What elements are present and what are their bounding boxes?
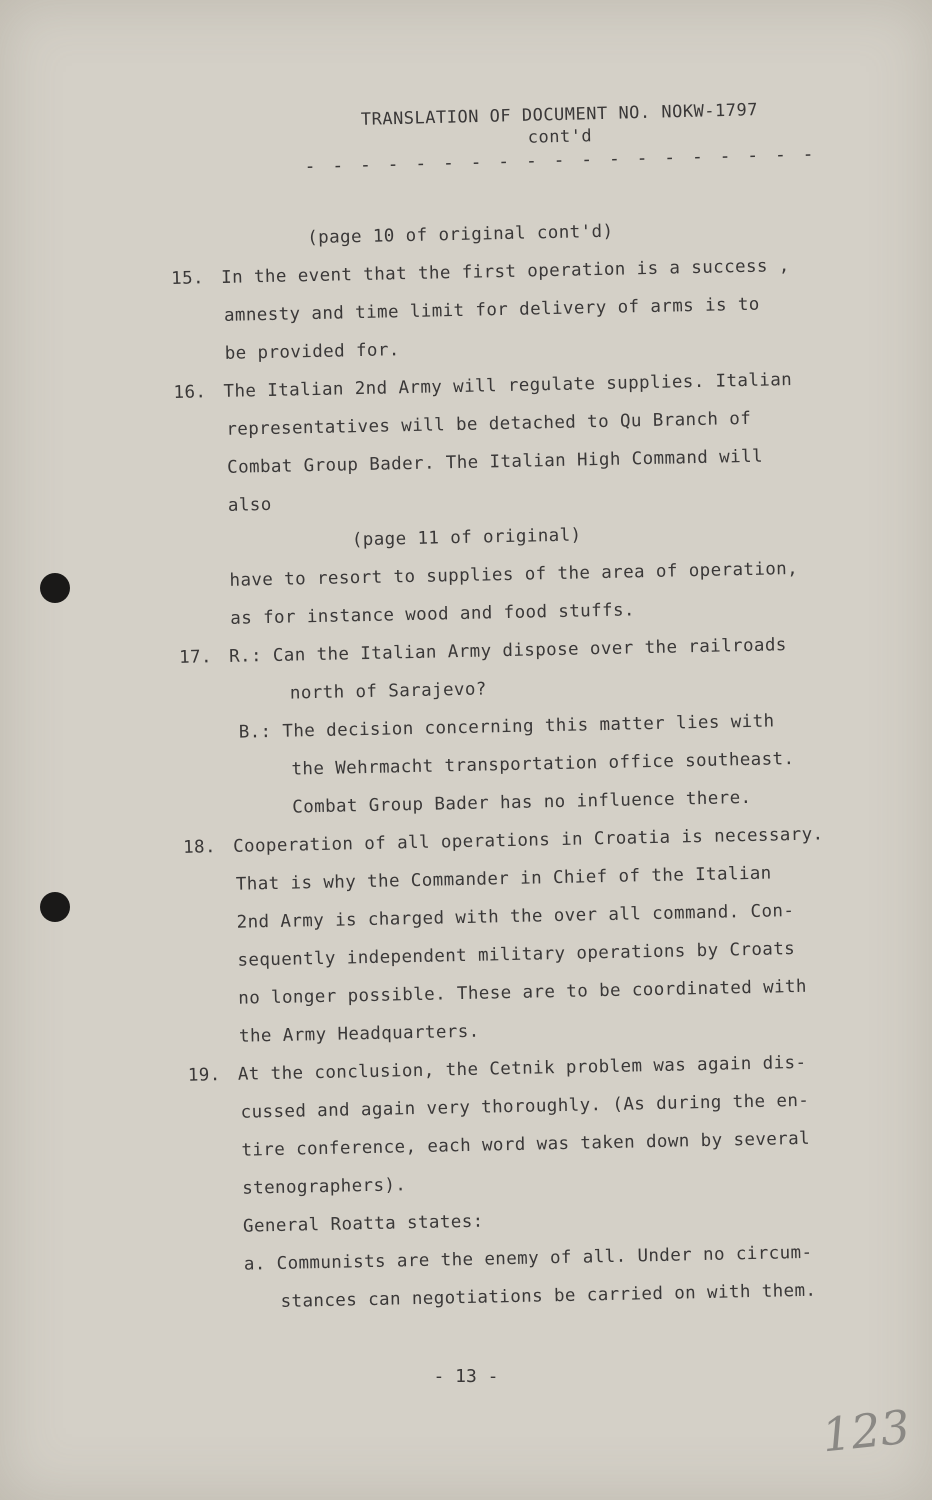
paragraph-16-line: representatives will be detached to Qu Branch of: [226, 408, 752, 440]
page-note: (page 11 of original): [351, 525, 582, 551]
document-body: [170, 208, 883, 1323]
page-number: - 13 -: [433, 1366, 499, 1387]
punch-hole: [40, 573, 70, 603]
paragraph-number: 19.: [187, 1065, 221, 1086]
paragraph-16-line: also: [227, 494, 272, 516]
paragraph-19-line: stenographers).: [242, 1175, 407, 1199]
paragraph-16-line: as for instance wood and food stuffs.: [230, 600, 636, 629]
document-header: [299, 98, 821, 179]
paragraph-15-line: be provided for.: [224, 340, 400, 364]
paragraph-18-line: no longer possible. These are to be coordinated with: [238, 976, 808, 1009]
paragraph-number: 15.: [170, 268, 205, 289]
paragraph-17-line: B.: The decision concerning this matter lies with: [238, 711, 775, 743]
document-subtitle: cont'd: [527, 126, 593, 148]
punch-hole: [40, 892, 70, 922]
paragraph-17-line: the Wehrmacht transportation office southeast.: [291, 749, 795, 780]
paragraph-17-line: Combat Group Bader has no influence there.: [292, 787, 752, 818]
paragraph-number: 18.: [182, 837, 217, 858]
paragraph-text: R.: Can the Italian Army dispose over the railroads: [228, 635, 787, 667]
paragraph-17-line: north of Sarajevo?: [289, 679, 487, 704]
paragraph-number: 16.: [173, 382, 207, 403]
document-title: TRANSLATION OF DOCUMENT NO. NOKW-1797: [360, 100, 759, 130]
paragraph-18-line: sequently independent military operations by Croats: [237, 939, 796, 971]
paragraph-16-line: Combat Group Bader. The Italian High Command will: [226, 446, 764, 478]
paragraph-text: In the event that the first operation is a success ,: [220, 256, 790, 288]
header-rule: - - - - - - - - - - - - - - - - - - -: [304, 143, 817, 178]
paragraph-18-line: the Army Headquarters.: [238, 1021, 480, 1047]
paragraph-number: 17.: [178, 647, 213, 668]
paragraph-19-line: General Roatta states:: [242, 1211, 484, 1237]
paragraph-19-line: tire conference, each word was taken down by several: [241, 1128, 811, 1161]
paragraph-text: At the conclusion, the Cetnik problem was again dis-: [237, 1052, 807, 1085]
paragraph-16-line: have to resort to supplies of the area of operation,: [229, 558, 799, 591]
page-note: (page 10 of original cont'd): [307, 221, 614, 249]
paragraph-19-line: stances can negotiations be carried on with them.: [280, 1280, 817, 1312]
paragraph-19-line: cussed and again very thoroughly. (As during the en-: [240, 1090, 810, 1123]
paragraph-18-line: 2nd Army is charged with the over all command. Con-: [236, 901, 795, 933]
handwritten-mark: 123: [819, 1399, 913, 1463]
paragraph-19-line: a. Communists are the enemy of all. Under no circum-: [243, 1242, 813, 1275]
paragraph-15-line: amnesty and time limit for delivery of arms is to: [223, 294, 760, 326]
paragraph-text: The Italian 2nd Army will regulate supplies. Italian: [223, 370, 793, 402]
paragraph-18-line: That is why the Commander in Chief of the Italian: [235, 863, 772, 895]
paragraph-text: Cooperation of all operations in Croatia is necessary.: [232, 824, 824, 857]
